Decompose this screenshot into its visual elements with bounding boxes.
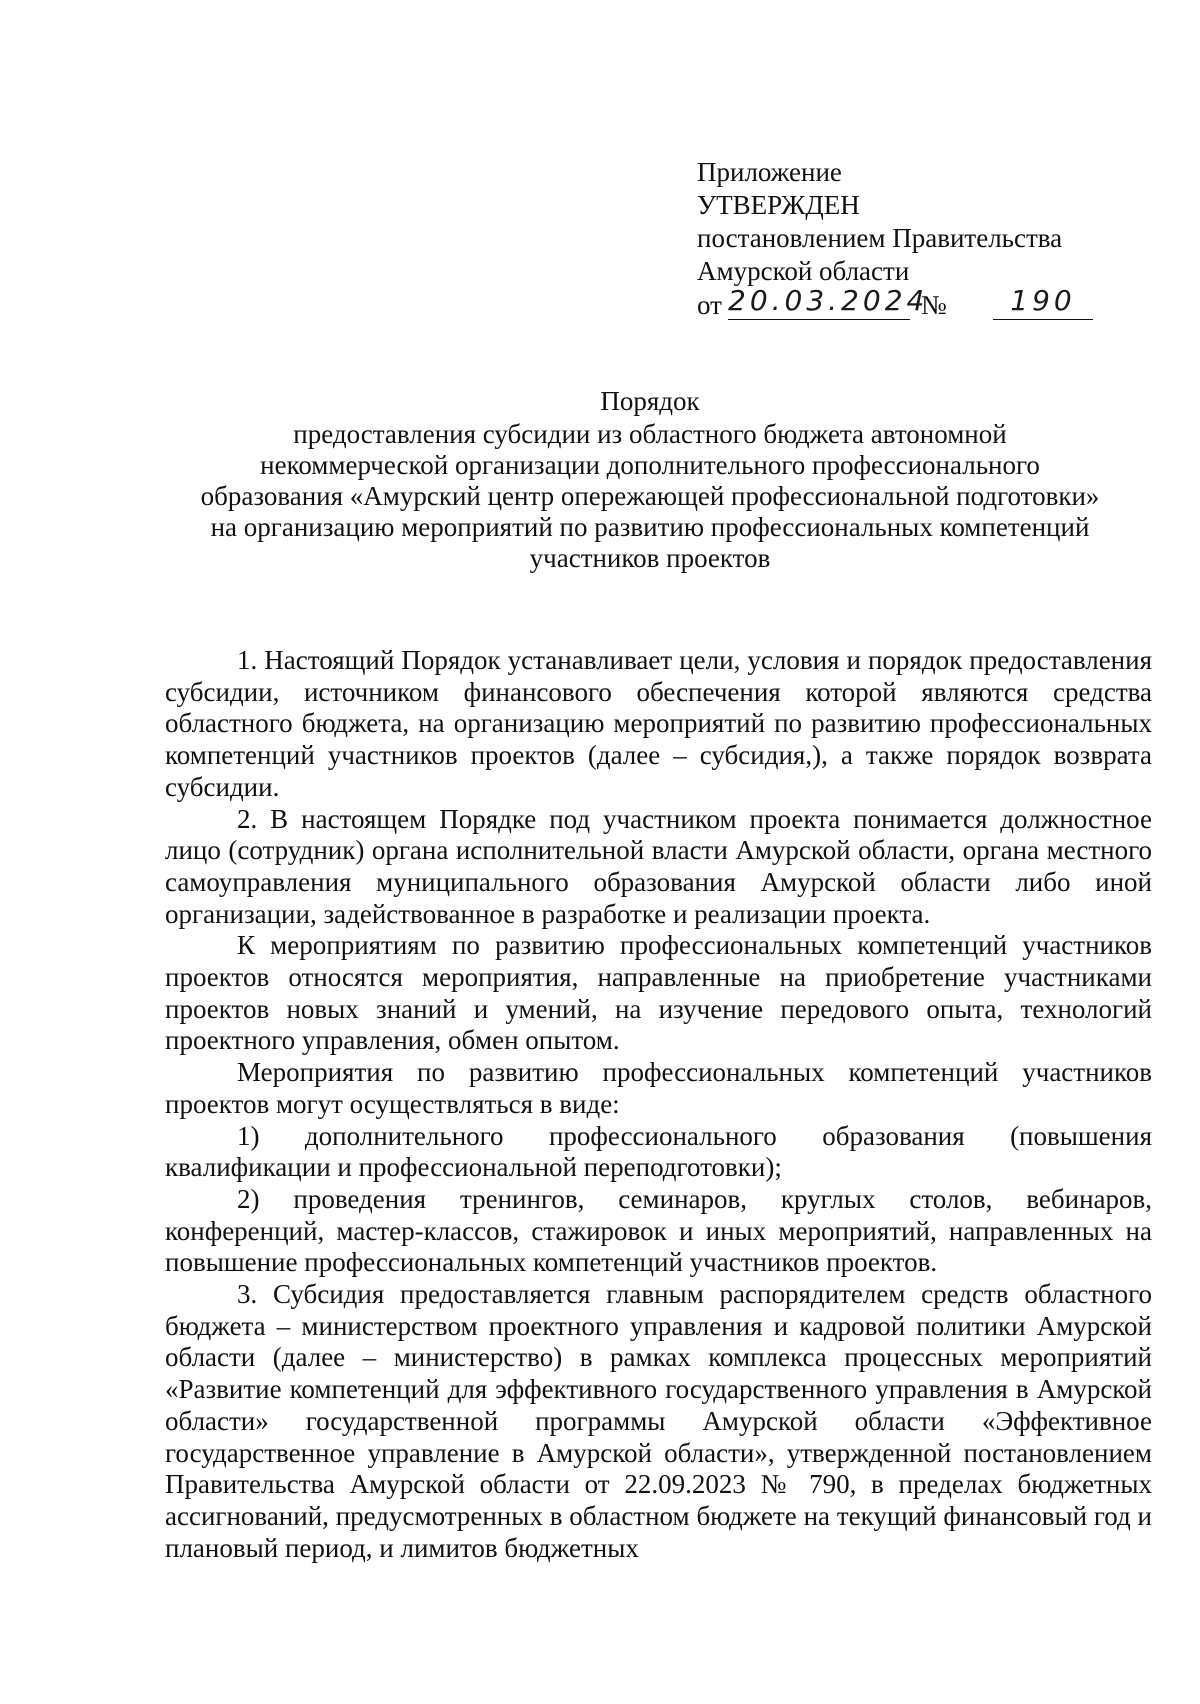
approval-approved-label: УТВЕРЖДЕН: [697, 190, 860, 220]
title-line-4: на организацию мероприятий по развитию профессиональных компетенций: [210, 512, 1090, 542]
paragraph-4: Мероприятия по развитию профессиональных компетенций участников проектов могут осуществляться в виде:: [165, 1057, 1152, 1119]
paragraph-1: 1. Настоящий Порядок устанавливает цели, условия и порядок предоставления субсидии, источником финансового обеспечения которой являются средства областного бюджета, на организацию мероприятий по развитию профессиональных компетенций участников проектов (далее – субсидия,), а также порядок возврата субсидии.: [165, 645, 1152, 802]
list-item-2: 2) проведения тренингов, семинаров, круглых столов, вебинаров, конференций, мастер-классов, стажировок и иных мероприятий, направленных на повышение профессиональных компетенций участников проектов.: [165, 1183, 1152, 1278]
title-line-2: некоммерческой организации дополнительного профессионального: [260, 450, 1040, 480]
list-item-1: 1) дополнительного профессионального образования (повышения квалификации и профессиональной переподготовки);: [165, 1120, 1152, 1183]
title-line-3: образования «Амурский центр опережающей профессиональной подготовки»: [200, 481, 1100, 511]
approval-region-label: Амурской области: [697, 256, 910, 286]
date-field: [728, 284, 929, 320]
document-body: [165, 645, 1152, 1564]
paragraph-5: 3. Субсидия предоставляется главным распорядителем средств областного бюджета – министерством проектного управления и кадровой политики Амурской области (далее – министерство) в рамках комплекса процессных мероприятий «Развитие компетенций для эффективного государственного управления в Амурской области» государственной программы Амурской области «Эффективное государственное управление в Амурской области», утвержденной постановлением Правительства Амурской области от 22.09.2023 № 790, в пределах бюджетных ассигнований, предусмотренных в областном бюджете на текущий финансовый год и плановый период, и лимитов бюджетных: [165, 1279, 1152, 1563]
title-line-5: участников проектов: [529, 543, 771, 573]
approval-appendix-label: Приложение: [697, 157, 842, 187]
handwritten-number: 190: [1010, 284, 1076, 317]
handwritten-date: 20.03.2024: [728, 284, 929, 317]
number-field: [993, 285, 1093, 320]
title-heading: Порядок: [600, 386, 700, 416]
document-title: [160, 386, 1140, 574]
paragraph-2: 2. В настоящем Порядке под участником проекта понимается должностное лицо (сотрудник) органа исполнительной власти Амурской области, органа местного самоуправления муниципального образования Амурской области либо иной организации, задействованное в разработке и реализации проекта.: [165, 803, 1152, 929]
approval-block: [697, 156, 1157, 329]
number-sign: №: [921, 290, 947, 320]
date-prefix: от: [697, 290, 722, 320]
approval-resolution-label: постановлением Правительства: [697, 223, 1063, 253]
paragraph-3: К мероприятиям по развитию профессиональных компетенций участников проектов относятся мероприятия, направленные на приобретение участниками проектов новых знаний и умений, на изучение передового опыта, технологий проектного управления, обмен опытом.: [165, 930, 1152, 1056]
approval-date-number-line: [697, 284, 1157, 329]
title-line-1: предоставления субсидии из областного бюджета автономной: [293, 419, 1007, 449]
